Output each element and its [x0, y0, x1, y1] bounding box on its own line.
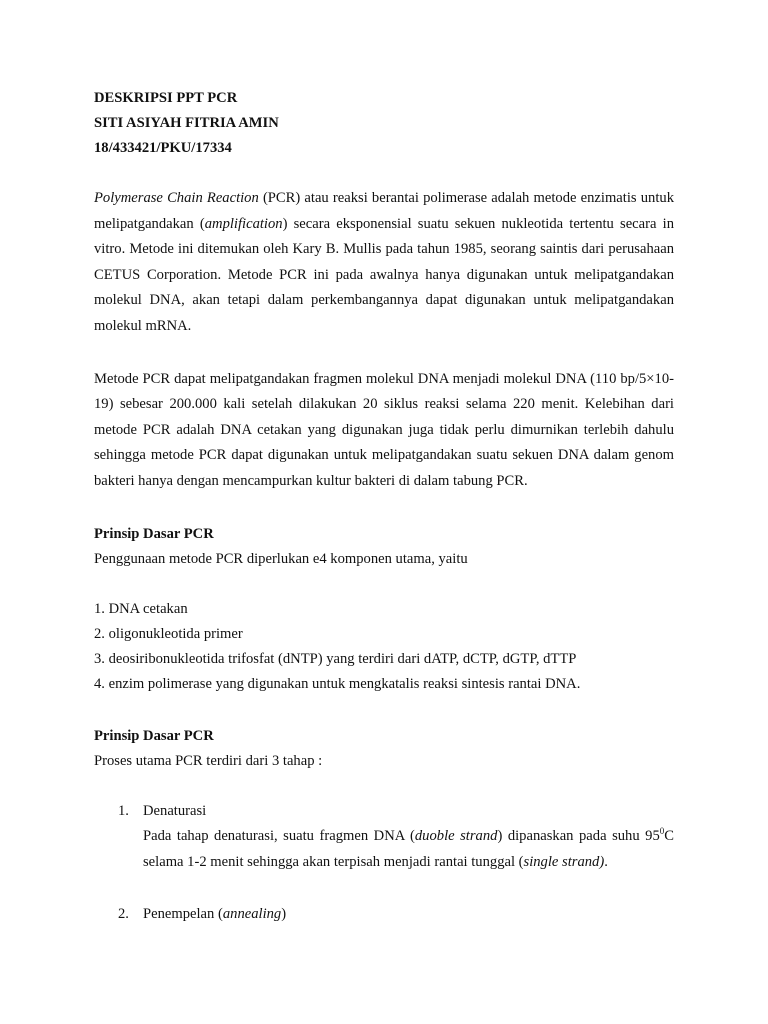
student-id: 18/433421/PKU/17334	[94, 140, 232, 156]
paragraph-advantages: Metode PCR dapat melipatgandakan fragmen molekul DNA menjadi molekul DNA (110 bp/5×10-19) sebesar 200.000 kali setelah dilakukan 20 siklus reaksi selama 220 menit. Kelebihan dari metode PCR adalah DNA cetakan yang digunakan juga tidak perlu dimurnikan terlebih dahulu sehingga metode PCR dapat digunakan untuk melipatgandakan suatu sekuen DNA dalam genom bakteri hanya dengan mencampurkan kultur bakteri di dalam tabung PCR.	[94, 370, 674, 489]
step-number: 2.	[118, 906, 129, 923]
components-list	[94, 597, 674, 697]
list-item: 3. deosiribonukleotida trifosfat (dNTP) yang terdiri dari dATP, dCTP, dGTP, dTTP	[94, 650, 577, 667]
list-item: 2. oligonukleotida primer	[94, 625, 243, 642]
components-intro: Penggunaan metode PCR diperlukan e4 komponen utama, yaitu	[94, 550, 468, 567]
section-heading-process: Prinsip Dasar PCR	[94, 727, 214, 744]
section-heading-components: Prinsip Dasar PCR	[94, 525, 214, 542]
step-denaturation-body: Pada tahap denaturasi, suatu fragmen DNA (duoble strand) dipanaskan pada suhu $95^0C$ selama 1-2 menit sehingga akan terpisah menjadi rantai tunggal (single strand).	[143, 826, 675, 870]
doc-title: DESKRIPSI PPT PCR	[94, 90, 238, 106]
step-number: 1.	[118, 802, 129, 819]
author-name: SITI ASIYAH FITRIA AMIN	[94, 115, 279, 131]
term-pcr: Polymerase Chain Reaction	[94, 190, 259, 206]
process-intro: Proses utama PCR terdiri dari 3 tahap :	[94, 752, 323, 769]
paragraph-intro: Polymerase Chain Reaction (PCR) atau reaksi berantai polimerase adalah metode enzimatis untuk melipatgandakan (amplification) secara eksponensial suatu sekuen nukleotida tertentu secara in vitro. Metode ini ditemukan oleh Kary B. Mullis pada tahun 1985, seorang saintis dari perusahaan CETUS Corporation. Metode PCR ini pada awalnya hanya digunakan untuk melipatgandakan molekul DNA, akan tetapi dalam perkembangannya dapat digunakan untuk melipatgandakan molekul mRNA.	[94, 190, 674, 334]
list-item: 1. DNA cetakan	[94, 600, 188, 617]
term-amplification: amplification	[204, 215, 283, 232]
step-annealing-title: 2. Penempelan (annealing)	[94, 902, 674, 928]
step-denaturation-title: 1. Denaturasi	[94, 799, 674, 825]
list-item: 4. enzim polimerase yang digunakan untuk mengkatalis reaksi sintesis rantai DNA.	[94, 675, 581, 692]
